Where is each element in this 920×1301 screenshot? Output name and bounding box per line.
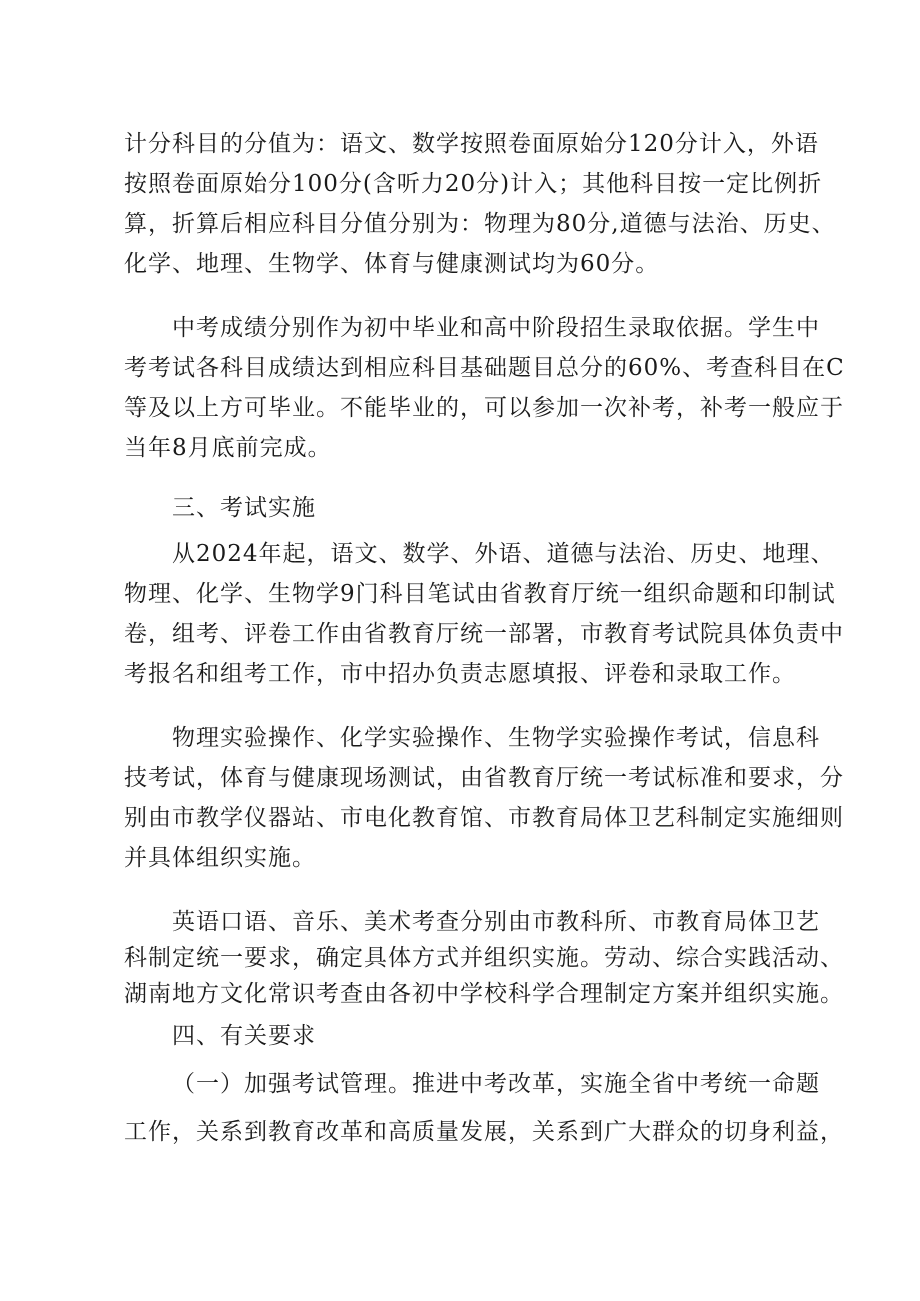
paragraph-written-exams <box>124 534 844 694</box>
text-line: 别由市教学仪器站、市电化教育馆、市教育局体卫艺科制定实施细则 <box>124 805 844 831</box>
paragraph-assessments <box>124 904 844 1012</box>
text-line: 工作，关系到教育改革和高质量发展，关系到广大群众的切身利益， <box>124 1119 844 1145</box>
text-line: 物理实验操作、化学实验操作、生物学实验操作考试，信息科 <box>172 725 820 751</box>
text-line: 中考成绩分别作为初中毕业和高中阶段招生录取依据。学生中 <box>172 315 820 341</box>
text-line: 计分科目的分值为：语文、数学按照卷面原始分120分计入，外语 <box>124 131 819 157</box>
text-line: 技考试，体育与健康现场测试，由省教育厅统一考试标准和要求，分 <box>124 765 844 791</box>
text-line: 并具体组织实施。 <box>124 845 316 871</box>
section-heading-requirements <box>124 1016 814 1056</box>
text-line: 考考试各科目成绩达到相应科目基础题目总分的60%、考查科目在C <box>124 355 845 381</box>
section-heading: 三、考试实施 <box>172 495 316 521</box>
text-line: 按照卷面原始分100分(含听力20分)计入；其他科目按一定比例折 <box>124 171 823 197</box>
text-line: 算，折算后相应科目分值分别为：物理为80分,道德与法治、历史、 <box>124 211 836 237</box>
paragraph-score-values <box>124 124 836 284</box>
text-line: 科制定统一要求，确定具体方式并组织实施。劳动、综合实践活动、 <box>124 945 844 971</box>
text-line: 卷，组考、评卷工作由省教育厅统一部署，市教育考试院具体负责中 <box>124 621 844 647</box>
text-line: （一）加强考试管理。推进中考改革，实施全省中考统一命题 <box>172 1071 820 1097</box>
text-line: 当年8月底前完成。 <box>124 435 332 461</box>
section-heading: 四、有关要求 <box>172 1023 316 1049</box>
text-line: 考报名和组考工作，市中招办负责志愿填报、评卷和录取工作。 <box>124 661 796 687</box>
text-line: 英语口语、音乐、美术考查分别由市教科所、市教育局体卫艺 <box>172 909 820 935</box>
paragraph-graduation-criteria <box>124 308 845 468</box>
text-line: 化学、地理、生物学、体育与健康测试均为60分。 <box>124 251 660 277</box>
paragraph-exam-management <box>124 1060 844 1156</box>
text-line: 从2024年起，语文、数学、外语、道德与法治、历史、地理、 <box>172 541 835 567</box>
text-line: 湖南地方文化常识考查由各初中学校科学合理制定方案并组织实施。 <box>124 981 844 1007</box>
paragraph-practical-exams <box>124 718 844 878</box>
section-heading-exam-implementation <box>124 488 814 528</box>
text-line: 等及以上方可毕业。不能毕业的，可以参加一次补考，补考一般应于 <box>124 395 844 421</box>
text-line: 物理、化学、生物学9门科目笔试由省教育厅统一组织命题和印制试 <box>124 581 836 607</box>
